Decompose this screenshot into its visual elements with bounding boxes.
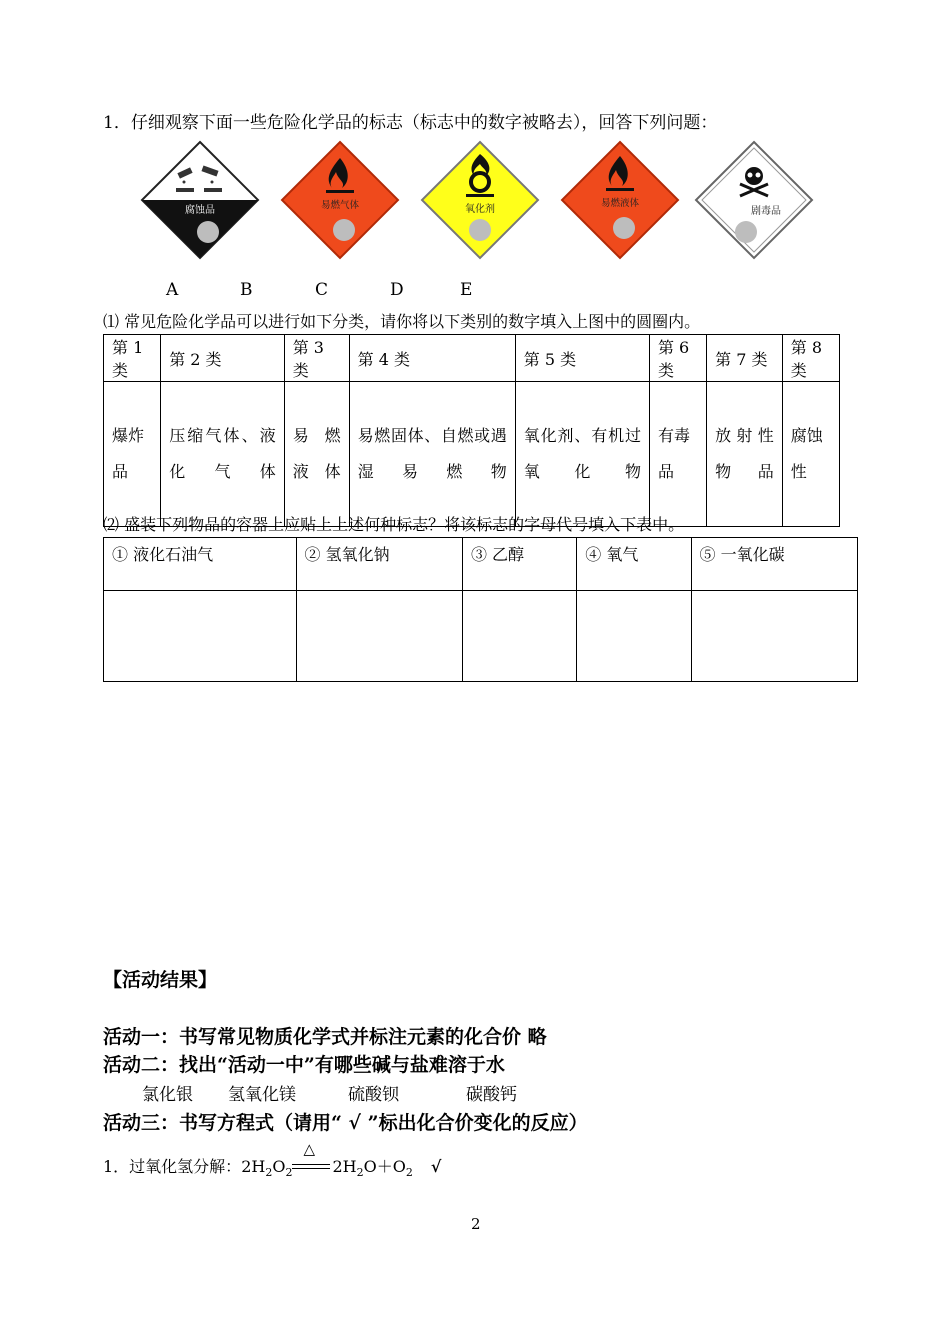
answer-cell[interactable]	[577, 591, 691, 682]
heat-condition-icon: △	[303, 1139, 315, 1158]
sign-d-number-circle	[613, 217, 635, 239]
class-cell: 易燃液体	[284, 382, 349, 527]
class-cell: 氧化剂、有机过氧化物	[515, 382, 649, 527]
item-header: ② 氢氧化钠	[296, 538, 462, 591]
class-header: 第 1 类	[104, 335, 161, 382]
sign-c-number-circle	[469, 219, 491, 241]
class-cell: 腐蚀性	[782, 382, 839, 527]
answer-cell[interactable]	[296, 591, 462, 682]
sign-b-label: 易燃气体	[320, 200, 360, 211]
sign-d-label: 易燃液体	[600, 198, 640, 209]
class-cell: 压缩气体、液化气体	[161, 382, 285, 527]
sign-b-number-circle	[333, 219, 355, 241]
class-header: 第 3 类	[284, 335, 349, 382]
sign-letter-c: C	[315, 280, 329, 300]
hazard-signs	[140, 136, 840, 266]
equation-line	[103, 1139, 442, 1180]
salt-item: 碳酸钙	[466, 1085, 517, 1105]
salt-item: 氯化银	[142, 1085, 193, 1105]
class-header: 第 7 类	[707, 335, 783, 382]
activity-1: 活动一：书写常见物质化学式并标注元素的化合价 略	[103, 1026, 547, 1048]
reaction-arrow	[292, 1139, 332, 1178]
answer-cell[interactable]	[462, 591, 576, 682]
sign-e-toxic	[696, 142, 812, 258]
answer-cell[interactable]	[104, 591, 297, 682]
class-header: 第 2 类	[161, 335, 285, 382]
class-header: 第 4 类	[349, 335, 515, 382]
sign-c-oxidizer	[422, 142, 538, 258]
item-header: ⑤ 一氧化碳	[691, 538, 858, 591]
activity-3: 活动三：书写方程式（请用“ √ ”标出化合价变化的反应）	[103, 1112, 588, 1134]
container-table	[103, 537, 858, 682]
sign-letter-a: A	[166, 280, 179, 300]
sign-e-number-circle	[735, 221, 757, 243]
sign-a-corrosive	[140, 142, 260, 260]
class-cell: 易燃固体、自燃或遇湿易燃物	[349, 382, 515, 527]
class-cell: 有毒品	[649, 382, 706, 527]
class-header: 第 6 类	[649, 335, 706, 382]
sign-letter-d: D	[390, 280, 404, 300]
class-cell: 爆炸品	[104, 382, 161, 527]
sign-c-label: 氧化剂	[465, 204, 495, 215]
classification-table	[103, 334, 840, 527]
part-2-text: ⑵ 盛装下列物品的容器上应贴上上述何种标志？将该标志的字母代号填入下表中。	[103, 515, 685, 534]
salt-item: 氢氧化镁	[228, 1085, 296, 1105]
sign-letter-e: E	[460, 280, 473, 300]
salt-list	[142, 1080, 517, 1105]
sign-letter-b: B	[240, 280, 253, 300]
sign-a-number-circle	[197, 221, 219, 243]
answer-cell[interactable]	[691, 591, 858, 682]
sign-b-flammable-gas	[282, 142, 398, 258]
equation-products: $2H_2O+O_2$	[332, 1157, 413, 1180]
item-header: ① 液化石油气	[104, 538, 297, 591]
page-number: 2	[471, 1215, 481, 1233]
item-header: ③ 乙醇	[462, 538, 576, 591]
question-1-text: 1．仔细观察下面一些危险化学品的标志（标志中的数字被略去），回答下列问题：	[103, 113, 718, 133]
class-header: 第 8 类	[782, 335, 839, 382]
class-cell: 放射性物品	[707, 382, 783, 527]
results-title: 【活动结果】	[103, 969, 218, 991]
part-1-text: ⑴ 常见危险化学品可以进行如下分类，请你将以下类别的数字填入上图中的圆圈内。	[103, 312, 701, 331]
equation-reactant: $2H_2O_2$	[241, 1157, 293, 1180]
equation-prefix: 1．过氧化氢分解：	[103, 1157, 242, 1176]
check-mark-icon: √	[430, 1157, 442, 1176]
sign-a-label: 腐蚀品	[185, 205, 215, 216]
sign-d-flammable-liquid	[562, 142, 678, 258]
activity-2: 活动二：找出“活动一中”有哪些碱与盐难溶于水	[103, 1054, 505, 1076]
item-header: ④ 氧气	[577, 538, 691, 591]
class-header: 第 5 类	[515, 335, 649, 382]
salt-item: 硫酸钡	[348, 1085, 399, 1105]
sign-e-label: 剧毒品	[751, 206, 781, 217]
